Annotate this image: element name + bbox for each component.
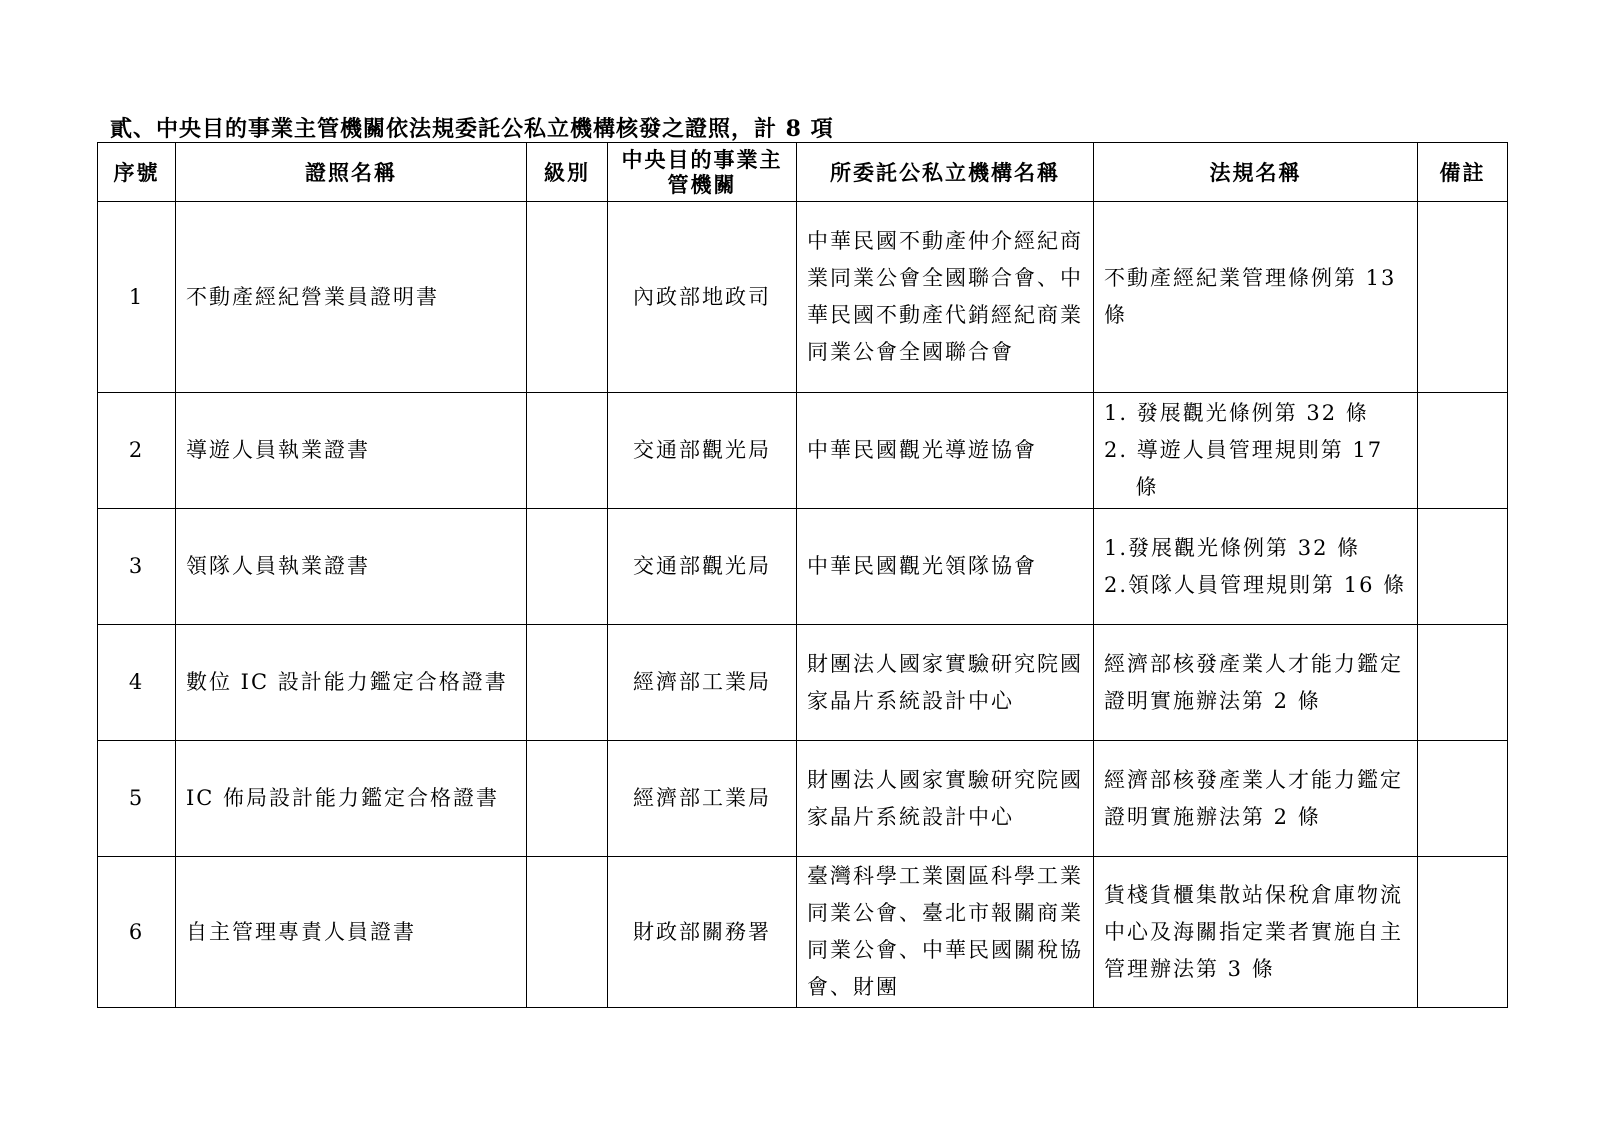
law-line: 不動產經紀業管理條例第 13 條 [1104,266,1397,327]
row-agency: 交通部觀光局 [608,509,797,625]
row-level [527,625,608,741]
law-line: 經濟部核發產業人才能力鑑定證明實施辦法第 2 條 [1104,651,1403,713]
row-level [527,857,608,1008]
row-agency: 內政部地政司 [608,202,797,393]
org-text: 臺灣科學工業園區科學工業同業公會、臺北市報關商業同業公會、中華民國關稅協會、財團 [807,864,1083,999]
row-law [1094,625,1418,741]
row-no: 2 [98,393,176,509]
document-heading: 貳、中央目的事業主管機關依法規委託公私立機構核發之證照，計 8 項 [110,116,834,142]
row-level [527,202,608,393]
table-header-row [98,143,1508,202]
law-item: 2. 導遊人員管理規則第 17 條 [1104,438,1384,499]
table-row [98,857,1508,1008]
row-note [1418,625,1508,741]
row-org: 中華民國觀光領隊協會 [797,509,1094,625]
row-law [1094,202,1418,393]
row-agency: 經濟部工業局 [608,625,797,741]
row-note [1418,202,1508,393]
row-agency: 財政部關務署 [608,857,797,1008]
table-row [98,393,1508,509]
header-name: 證照名稱 [176,143,527,202]
row-level [527,393,608,509]
row-cert-name: 導遊人員執業證書 [176,393,527,509]
header-note: 備註 [1418,143,1508,202]
table-row [98,625,1508,741]
row-no: 3 [98,509,176,625]
header-agency: 中央目的事業主管機關 [608,143,797,202]
row-cert-name: 領隊人員執業證書 [176,509,527,625]
row-org: 財團法人國家實驗研究院國家晶片系統設計中心 [797,741,1094,857]
row-org: 財團法人國家實驗研究院國家晶片系統設計中心 [797,625,1094,741]
row-level [527,741,608,857]
row-level [527,509,608,625]
header-law: 法規名稱 [1094,143,1418,202]
row-law [1094,393,1418,509]
row-law [1094,741,1418,857]
certificate-table [97,142,1508,1008]
law-line: 經濟部核發產業人才能力鑑定證明實施辦法第 2 條 [1104,767,1403,829]
row-law [1094,509,1418,625]
row-no: 6 [98,857,176,1008]
row-cert-name: IC 佈局設計能力鑑定合格證書 [176,741,527,857]
row-org: 中華民國不動產仲介經紀商業同業公會全國聯合會、中華民國不動產代銷經紀商業同業公會全國聯合會 [797,202,1094,393]
row-no: 1 [98,202,176,393]
row-org: 中華民國觀光導遊協會 [797,393,1094,509]
row-law [1094,857,1418,1008]
law-item: 1. 發展觀光條例第 32 條 [1104,401,1369,425]
header-no: 序號 [98,143,176,202]
law-item: 2.領隊人員管理規則第 16 條 [1104,572,1407,597]
row-org [797,857,1094,1008]
row-cert-name: 數位 IC 設計能力鑑定合格證書 [176,625,527,741]
row-no: 4 [98,625,176,741]
table-row [98,741,1508,857]
row-cert-name: 自主管理專責人員證書 [176,857,527,1008]
header-level: 級別 [527,143,608,202]
row-note [1418,741,1508,857]
row-agency: 經濟部工業局 [608,741,797,857]
row-note [1418,857,1508,1008]
row-note [1418,393,1508,509]
row-agency: 交通部觀光局 [608,393,797,509]
table-row [98,509,1508,625]
row-cert-name: 不動產經紀營業員證明書 [176,202,527,393]
header-org: 所委託公私立機構名稱 [797,143,1094,202]
law-item: 1.發展觀光條例第 32 條 [1104,535,1361,560]
row-note [1418,509,1508,625]
law-line: 貨棧貨櫃集散站保稅倉庫物流中心及海關指定業者實施自主管理辦法第 3 條 [1104,882,1403,981]
row-no: 5 [98,741,176,857]
table-row [98,202,1508,393]
